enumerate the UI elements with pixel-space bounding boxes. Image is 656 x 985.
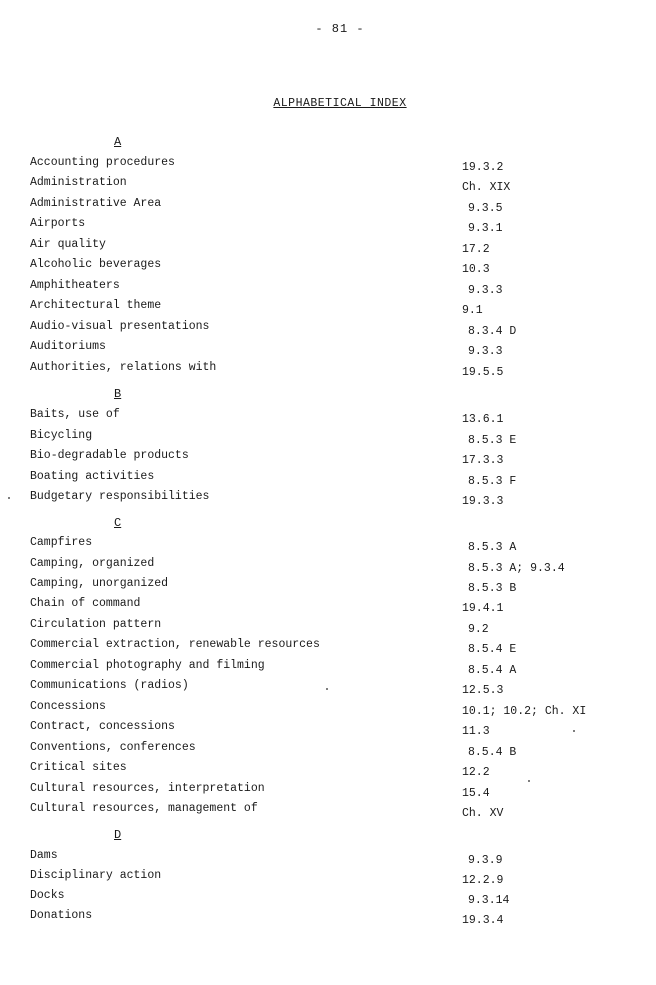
- index-entry: [0, 340, 656, 360]
- index-entry: [0, 449, 656, 469]
- entry-term: Circulation pattern: [30, 618, 162, 631]
- entry-ref: Ch. XIX: [462, 181, 511, 194]
- entry-term: Commercial photography and filming: [30, 659, 265, 672]
- entry-ref: 19.3.3: [462, 495, 504, 508]
- index-entry: [0, 279, 656, 299]
- entry-term: Auditoriums: [30, 340, 106, 353]
- index-entry: [0, 638, 656, 658]
- index-entry: [0, 238, 656, 258]
- scan-speck: [326, 688, 328, 690]
- entry-ref: 8.3.4 D: [468, 325, 517, 338]
- entry-ref: 9.3.1: [468, 222, 503, 235]
- index-entry: [0, 320, 656, 340]
- entry-term: Chain of command: [30, 597, 141, 610]
- entry-ref: 11.3: [462, 725, 490, 738]
- entry-ref: 19.3.4: [462, 914, 504, 927]
- entry-term: Camping, unorganized: [30, 577, 169, 590]
- index-entry: [0, 761, 656, 781]
- index-entry: [0, 197, 656, 217]
- index-entry: [0, 659, 656, 679]
- index-entry: [0, 470, 656, 490]
- entry-term: Bicycling: [30, 429, 93, 442]
- index-entry: [0, 720, 656, 740]
- entry-ref: 9.3.3: [468, 345, 503, 358]
- entry-ref: 8.5.3 B: [468, 582, 517, 595]
- entry-ref: 12.5.3: [462, 684, 504, 697]
- entry-term: Disciplinary action: [30, 869, 162, 882]
- section-letter: B: [114, 387, 122, 401]
- entry-ref: 19.5.5: [462, 366, 504, 379]
- index-entry: [0, 156, 656, 176]
- entry-ref: 8.5.4 B: [468, 746, 517, 759]
- section-letter: C: [114, 516, 122, 530]
- entry-term: Authorities, relations with: [30, 361, 217, 374]
- index-entry: [0, 361, 656, 381]
- entry-term: Boating activities: [30, 470, 155, 483]
- index-entry: [0, 557, 656, 577]
- entry-term: Bio-degradable products: [30, 449, 189, 462]
- index-entry: [0, 802, 656, 822]
- entry-term: Audio-visual presentations: [30, 320, 210, 333]
- entry-ref: 10.1; 10.2; Ch. XI: [462, 705, 587, 718]
- index-entry: [0, 849, 656, 869]
- entry-ref: 10.3: [462, 263, 490, 276]
- entry-ref: 9.3.5: [468, 202, 503, 215]
- entry-ref: Ch. XV: [462, 807, 504, 820]
- entry-ref: 8.5.3 F: [468, 475, 517, 488]
- index-entry: [0, 408, 656, 428]
- section-letter: D: [114, 828, 122, 842]
- index-entry: [0, 490, 656, 510]
- index-entry: [0, 299, 656, 319]
- entry-ref: 8.5.3 E: [468, 434, 517, 447]
- index-entry: [0, 258, 656, 278]
- index-entry: [0, 909, 656, 929]
- entry-ref: 17.3.3: [462, 454, 504, 467]
- entry-term: Concessions: [30, 700, 106, 713]
- entry-term: Camping, organized: [30, 557, 155, 570]
- entry-term: Dams: [30, 849, 58, 862]
- entry-ref: 15.4: [462, 787, 490, 800]
- section-letter: A: [114, 135, 122, 149]
- entry-ref: 8.5.4 E: [468, 643, 517, 656]
- entry-term: Amphitheaters: [30, 279, 120, 292]
- entry-ref: 9.3.9: [468, 854, 503, 867]
- index-entry: [0, 176, 656, 196]
- entry-term: Administrative Area: [30, 197, 162, 210]
- index-entry: [0, 429, 656, 449]
- index-title: ALPHABETICAL INDEX: [273, 97, 407, 110]
- index-entry: [0, 679, 656, 699]
- entry-ref: 17.2: [462, 243, 490, 256]
- entry-term: Baits, use of: [30, 408, 120, 421]
- entry-term: Campfires: [30, 536, 93, 549]
- entry-term: Alcoholic beverages: [30, 258, 162, 271]
- entry-term: Donations: [30, 909, 93, 922]
- entry-term: Contract, concessions: [30, 720, 175, 733]
- entry-ref: 12.2.9: [462, 874, 504, 887]
- index-entry: [0, 889, 656, 909]
- entry-ref: 9.3.3: [468, 284, 503, 297]
- entry-ref: 9.3.14: [468, 894, 510, 907]
- entry-ref: 8.5.4 A: [468, 664, 517, 677]
- page-number: - 81 -: [315, 22, 365, 36]
- scan-speck: [528, 780, 530, 782]
- entry-term: Administration: [30, 176, 127, 189]
- entry-term: Cultural resources, management of: [30, 802, 258, 815]
- index-entry: [0, 577, 656, 597]
- entry-term: Airports: [30, 217, 86, 230]
- entry-ref: 8.5.3 A: [468, 541, 517, 554]
- index-entry: [0, 217, 656, 237]
- index-entry: [0, 869, 656, 889]
- index-entry: [0, 741, 656, 761]
- entry-term: Cultural resources, interpretation: [30, 782, 265, 795]
- entry-term: Conventions, conferences: [30, 741, 196, 754]
- index-entry: [0, 536, 656, 556]
- entry-term: Commercial extraction, renewable resources: [30, 638, 320, 651]
- index-entry: [0, 782, 656, 802]
- entry-term: Budgetary responsibilities: [30, 490, 210, 503]
- entry-term: Communications (radios): [30, 679, 189, 692]
- entry-ref: 19.4.1: [462, 602, 504, 615]
- index-entry: [0, 618, 656, 638]
- index-entry: [0, 700, 656, 720]
- entry-term: Accounting procedures: [30, 156, 175, 169]
- entry-ref: 9.1: [462, 304, 483, 317]
- scan-speck: [8, 497, 10, 499]
- entry-term: Critical sites: [30, 761, 127, 774]
- entry-ref: 12.2: [462, 766, 490, 779]
- entry-term: Air quality: [30, 238, 106, 251]
- entry-ref: 9.2: [468, 623, 489, 636]
- entry-term: Docks: [30, 889, 65, 902]
- scan-speck: [573, 730, 575, 732]
- index-entry: [0, 597, 656, 617]
- entry-ref: 19.3.2: [462, 161, 504, 174]
- entry-ref: 13.6.1: [462, 413, 504, 426]
- entry-ref: 8.5.3 A; 9.3.4: [468, 562, 565, 575]
- entry-term: Architectural theme: [30, 299, 162, 312]
